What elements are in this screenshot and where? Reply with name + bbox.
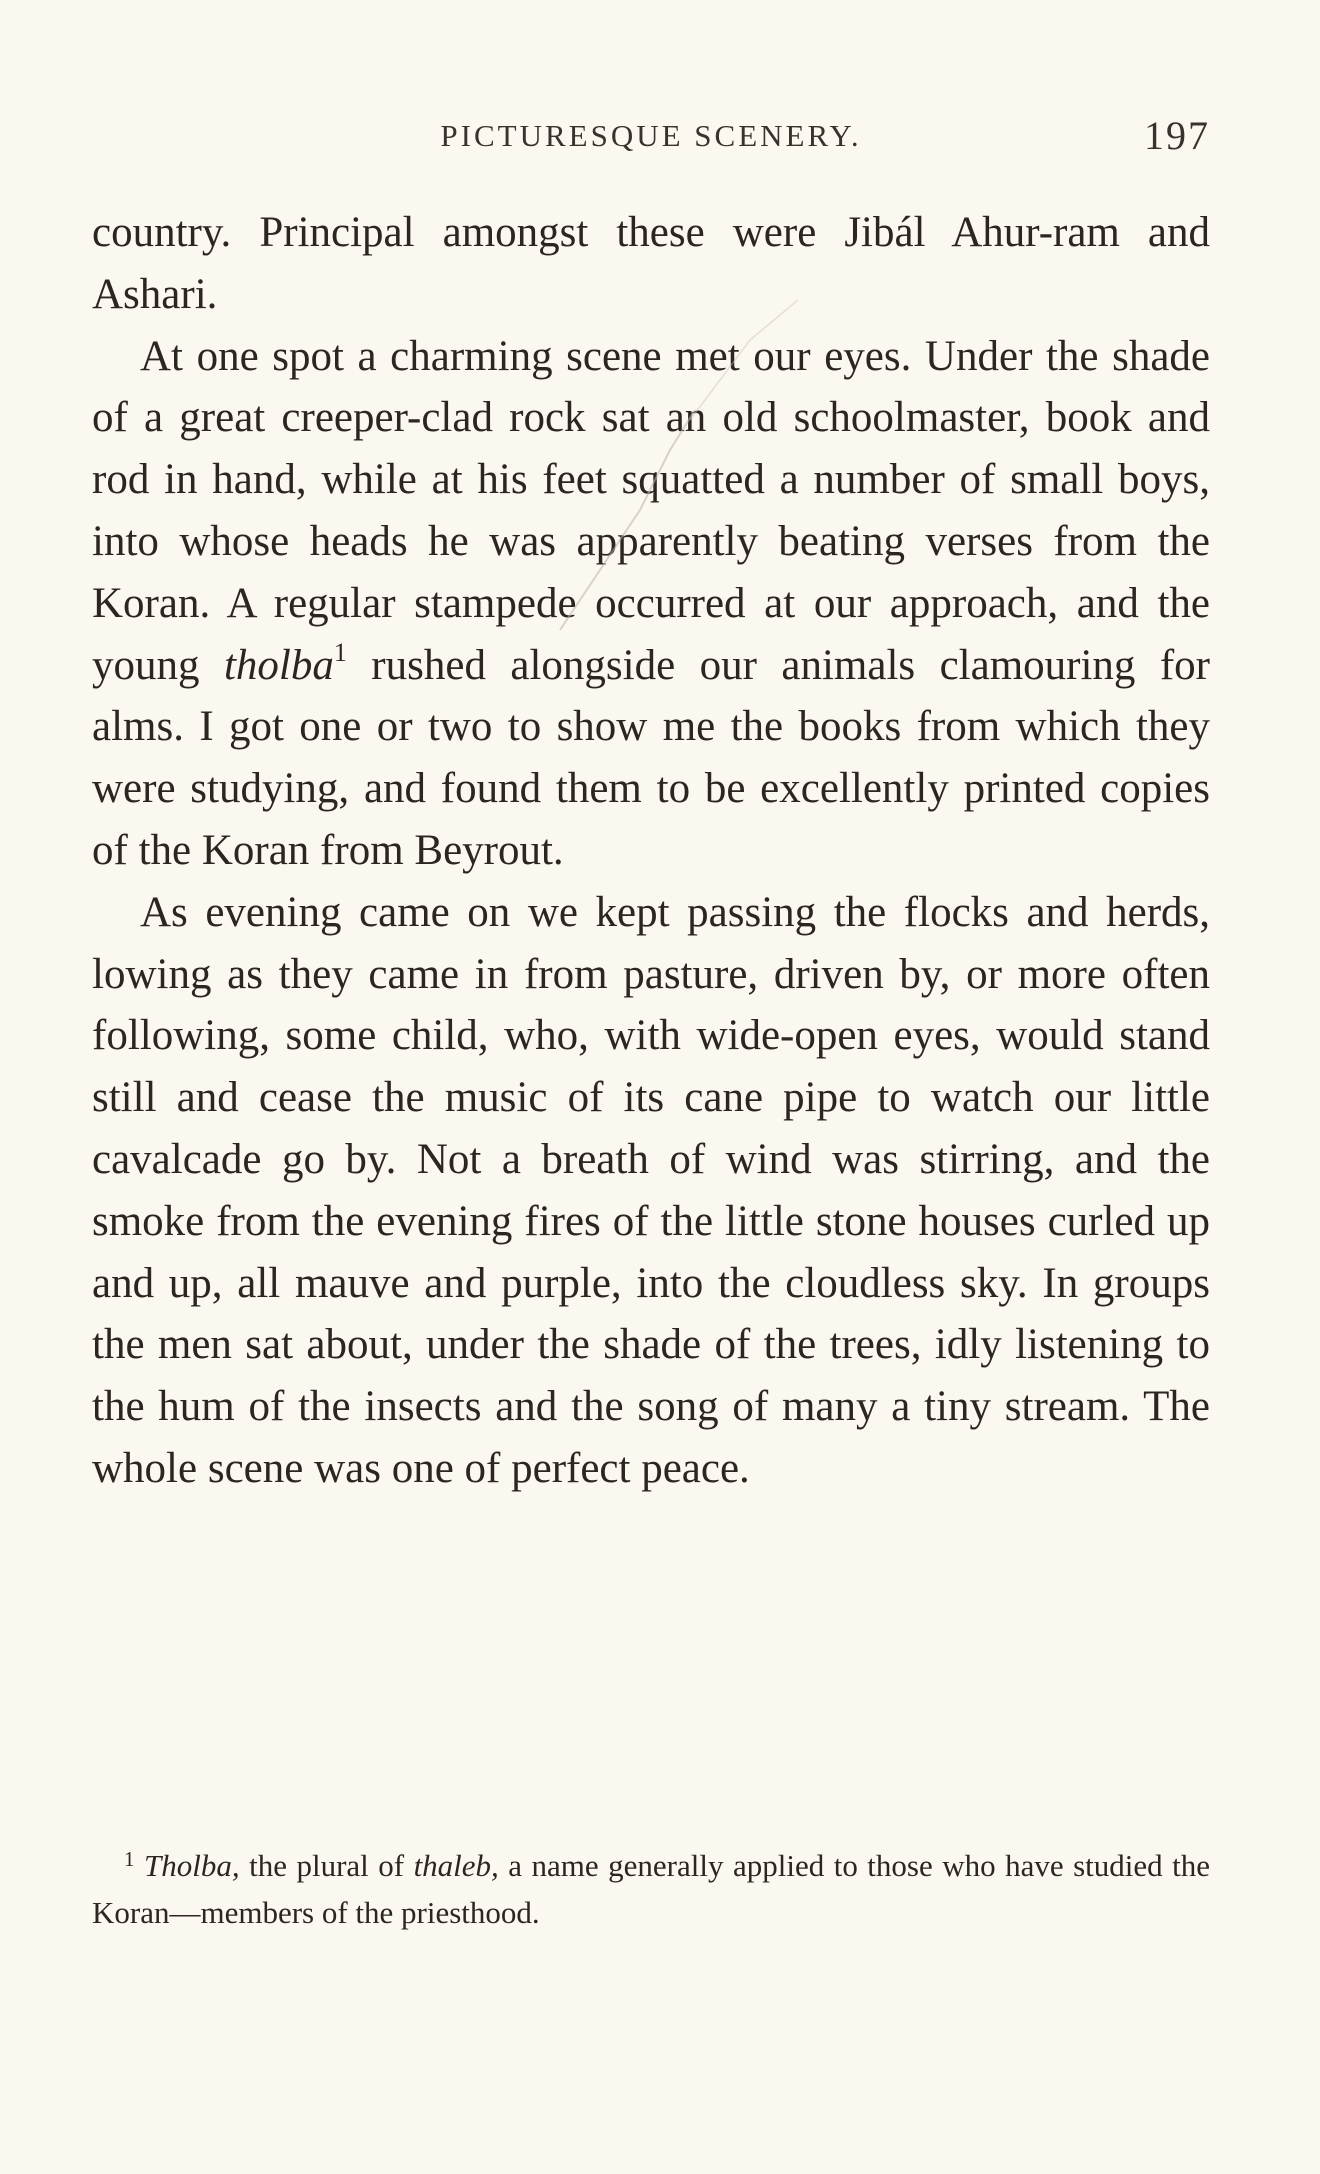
footnote-term: Tholba, [144, 1848, 240, 1883]
footnote-text-a: the plural of [239, 1848, 414, 1883]
page-header [92, 112, 1210, 168]
term-tholba: tholba [223, 641, 334, 689]
footnote-reference: 1 [333, 637, 347, 667]
body-text [92, 202, 1210, 1500]
paragraph-2-text-b: rushed alongside our animals clamouring for alms. I got one or two to show me the books from which they were studying, and found them to be excellently printed copies of the Koran from Beyrout. [92, 641, 1210, 874]
paragraph-3: As evening came on we kept passing the flocks and herds, lowing as they came in from pasture, driven by, or more often following, some child, who, with wide-open eyes, would stand still and cease the music of its cane pipe to watch our little cavalcade go by. Not a breath of wind was stirring, and the smoke from the evening fires of the little stone houses curled up and up, all mauve and purple, into the cloudless sky. In groups the men sat about, under the shade of the trees, idly listening to the hum of the insects and the song of many a tiny stream. The whole scene was one of perfect peace. [92, 888, 1210, 1492]
footnote-text-b: a name generally applied to those who have studied the Koran—members of the priesthood. [92, 1848, 1211, 1930]
footnote-number: 1 [124, 1847, 135, 1871]
running-head: PICTURESQUE SCENERY. [440, 118, 862, 153]
paragraph-1: country. Principal amongst these were Jibál Ahur-ram and Ashari. [92, 209, 1210, 318]
footnote-term-2: thaleb, [413, 1848, 499, 1883]
footnote [92, 1842, 1210, 1936]
paragraph-2 [92, 326, 1210, 882]
paragraph-2-text-a: At one spot a charming scene met our eyes. Under the shade of a great creeper-clad rock sat an old schoolmaster, book and rod in hand, while at his feet squatted a number of small boys, into whose heads he was apparently beating verses from the Koran. A regular stampede occurred at our approach, and the young [92, 332, 1210, 689]
page-number: 197 [1144, 113, 1210, 158]
